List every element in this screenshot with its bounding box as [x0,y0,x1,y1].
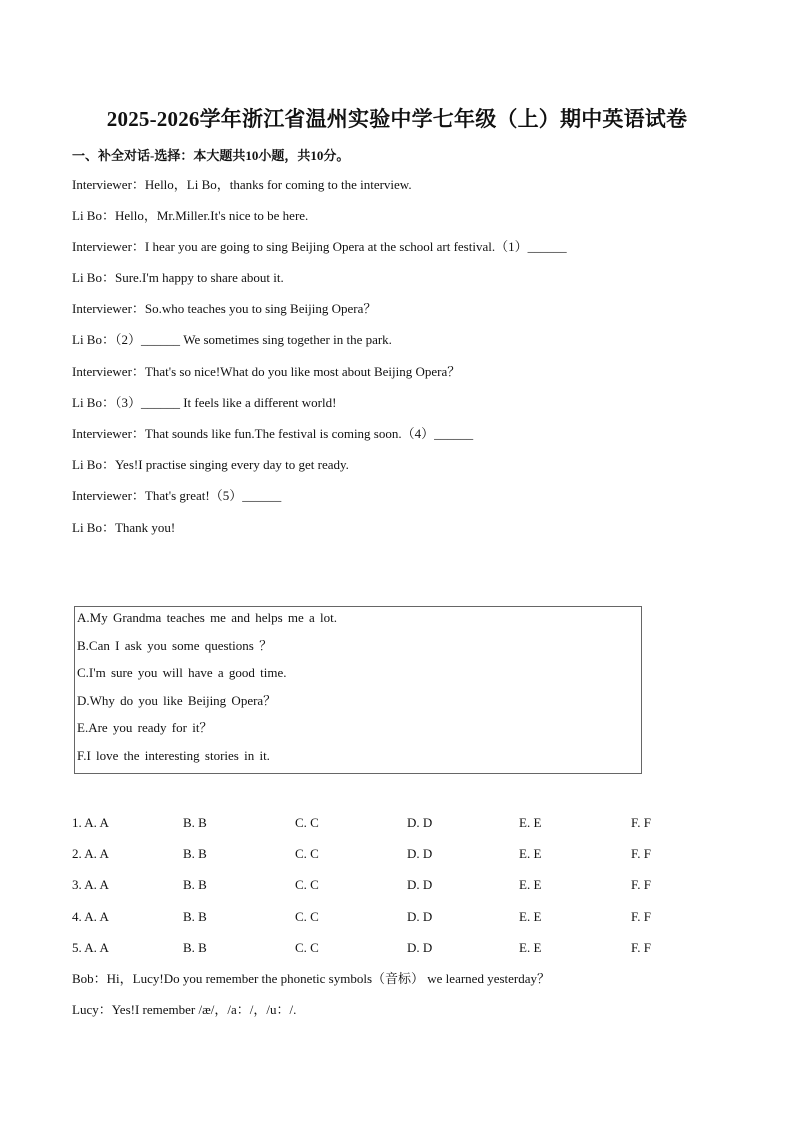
dialogue-line: Interviewer：That sounds like fun.The festival is coming soon.（4）______ [72,426,474,441]
choice-f[interactable]: F. F [631,877,651,892]
choice-a[interactable]: 2. A. A [72,846,109,861]
choice-c[interactable]: C. C [295,940,319,955]
dialogue-line: Li Bo：Thank you! [72,520,176,535]
choice-d[interactable]: D. D [407,846,433,861]
next-dialogue-line: Bob：Hi，Lucy!Do you remember the phonetic symbols（音标） we learned yesterday？ [72,971,550,986]
dialogue-line: Li Bo：（3）______ It feels like a different world! [72,395,337,410]
dialogue-line: Interviewer：That's so nice!What do you like most about Beijing Opera？ [72,364,461,379]
next-dialogue-line: Lucy：Yes!I remember /æ/，/a：/，/u：/. [72,1002,297,1017]
choice-a[interactable]: 1. A. A [72,815,109,830]
option-b: B.Can I ask you some questions ？ [77,638,273,653]
option-e: E.Are you ready for it？ [77,720,213,735]
choice-b[interactable]: B. B [183,846,207,861]
option-a: A.My Grandma teaches me and helps me a lot. [77,610,338,625]
choice-a[interactable]: 4. A. A [72,909,109,924]
dialogue-line: Interviewer：I hear you are going to sing Beijing Opera at the school art festival.（1）______ [72,239,567,254]
dialogue-line: Li Bo：Yes!I practise singing every day to get ready. [72,457,349,472]
choice-b[interactable]: B. B [183,877,207,892]
choice-e[interactable]: E. E [519,815,542,830]
choice-e[interactable]: E. E [519,909,542,924]
choice-c[interactable]: C. C [295,846,319,861]
choice-f[interactable]: F. F [631,846,651,861]
dialogue-line: Li Bo：（2）______ We sometimes sing together in the park. [72,332,392,347]
dialogue-line: Li Bo：Sure.I'm happy to share about it. [72,270,284,285]
choice-f[interactable]: F. F [631,815,651,830]
choice-e[interactable]: E. E [519,846,542,861]
choice-f[interactable]: F. F [631,940,651,955]
choice-c[interactable]: C. C [295,815,319,830]
dialogue-line: Li Bo：Hello，Mr.Miller.It's nice to be here. [72,208,309,223]
choice-d[interactable]: D. D [407,815,433,830]
question-row-1 [72,814,732,832]
dialogue-line: Interviewer：That's great!（5）______ [72,488,282,503]
dialogue-line: Interviewer：Hello，Li Bo，thanks for coming to the interview. [72,177,412,192]
option-d: D.Why do you like Beijing Opera？ [77,693,277,708]
choice-b[interactable]: B. B [183,940,207,955]
choice-e[interactable]: E. E [519,877,542,892]
choice-f[interactable]: F. F [631,909,651,924]
choice-a[interactable]: 5. A. A [72,940,109,955]
dialogue-line: Interviewer：So.who teaches you to sing Beijing Opera？ [72,301,377,316]
choice-d[interactable]: D. D [407,909,433,924]
option-c: C.I'm sure you will have a good time. [77,665,287,680]
option-f: F.I love the interesting stories in it. [77,748,270,763]
question-row-5 [72,939,732,957]
choice-d[interactable]: D. D [407,940,433,955]
choice-c[interactable]: C. C [295,909,319,924]
question-row-3 [72,876,732,894]
options-box [74,606,642,774]
question-row-2 [72,845,732,863]
section-heading: 一、补全对话-选择：本大题共10小题，共10分。 [72,148,350,163]
choice-b[interactable]: B. B [183,815,207,830]
question-row-4 [72,908,732,926]
exam-title: 2025-2026学年浙江省温州实验中学七年级（上）期中英语试卷 [106,107,688,131]
choice-d[interactable]: D. D [407,877,433,892]
choice-a[interactable]: 3. A. A [72,877,109,892]
choice-c[interactable]: C. C [295,877,319,892]
choice-e[interactable]: E. E [519,940,542,955]
choice-b[interactable]: B. B [183,909,207,924]
